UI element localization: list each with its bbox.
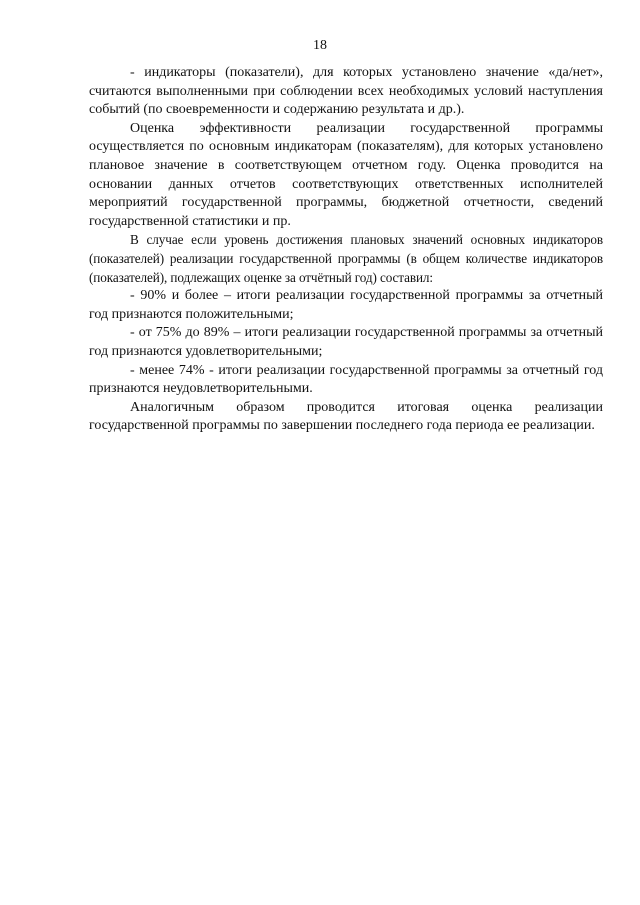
document-body bbox=[89, 64, 603, 436]
paragraph-achievement-level: В случае если уровень достижения плановых значений основных индикаторов (показателей) реализации государственной программы (в общем количестве индикаторов (показателей), подлежащих оценке за отчётный год) составил: bbox=[89, 232, 603, 285]
list-item-unsatisfactory: - менее 74% - итоги реализации государственной программы за отчетный год признаются неудовлетворительными. bbox=[89, 362, 603, 397]
list-item-satisfactory: - от 75% до 89% – итоги реализации государственной программы за отчетный год признаются удовлетворительными; bbox=[89, 325, 603, 359]
list-item-positive: - 90% и более – итоги реализации государственной программы за отчетный год признаются положительными; bbox=[89, 288, 603, 322]
paragraph-efficiency-assessment: Оценка эффективности реализации государственной программы осуществляется по основным индикаторам (показателям), для которых установлено плановое значение в соответствующем отчетном году. Оценка проводится на основании данных отчетов соответствующих ответственных исполнителей мероприятий государственной программы, бюджетной отчетности, сведений государственной статистики и пр. bbox=[89, 120, 603, 229]
paragraph-final-assessment: Аналогичным образом проводится итоговая оценка реализации государственной программы по завершении последнего года периода ее реализации. bbox=[89, 399, 603, 434]
page-number: 18 bbox=[313, 38, 327, 53]
paragraph-indicators-yes-no: - индикаторы (показатели), для которых установлено значение «да/нет», считаются выполненными при соблюдении всех необходимых условий наступления событий (по своевременности и содержанию результата и др.). bbox=[89, 65, 603, 118]
